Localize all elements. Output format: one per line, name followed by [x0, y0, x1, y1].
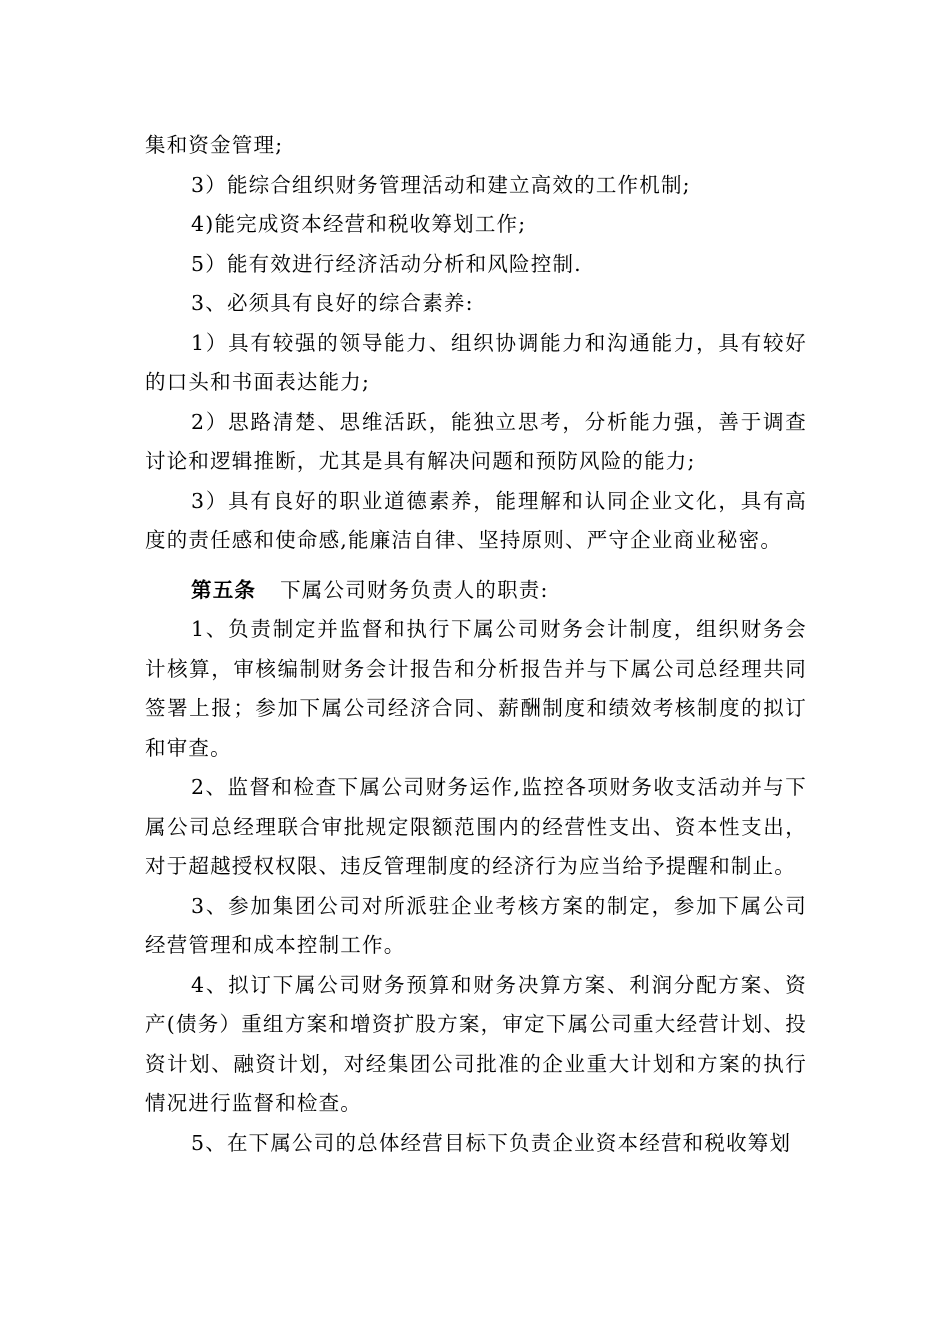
paragraph: 5）能有效进行经济活动分析和风险控制. — [191, 251, 582, 276]
duty-paragraph: 3、参加集团公司对所派驻企业考核方案的制定，参加下属公司经营管理和成本控制工作。 — [145, 893, 807, 957]
paragraph: 集和资金管理; — [145, 133, 284, 157]
duty-paragraph: 2、监督和检查下属公司财务运作,监控各项财务收支活动并与下属公司总经理联合审批规定限额范围内的经营性支出、资本性支出，对于超越授权权限、违反管理制度的经济行为应当给予提醒和制止。 — [145, 775, 807, 878]
article-heading — [145, 571, 807, 611]
paragraph: 1）具有较强的领导能力、组织协调能力和沟通能力，具有较好的口头和书面表达能力; — [145, 330, 807, 394]
article-label: 第五条 — [191, 577, 257, 602]
paragraph: 3）具有良好的职业道德素养，能理解和认同企业文化，具有高度的责任感和使命感,能廉洁自律、坚持原则、严守企业商业秘密。 — [145, 488, 807, 552]
duty-paragraph: 4、拟订下属公司财务预算和财务决算方案、利润分配方案、资产(债务）重组方案和增资扩股方案，审定下属公司重大经营计划、投资计划、融资计划，对经集团公司批准的企业重大计划和方案的执行情况进行监督和检查。 — [145, 972, 807, 1115]
paragraph: 4)能完成资本经营和税收筹划工作; — [191, 212, 527, 236]
duty-paragraph: 1、负责制定并监督和执行下属公司财务会计制度，组织财务会计核算，审核编制财务会计报告和分析报告并与下属公司总经理共同签署上报；参加下属公司经济合同、薪酬制度和绩效考核制度的拟订和审查。 — [145, 617, 807, 760]
duty-paragraph: 5、在下属公司的总体经营目标下负责企业资本经营和税收筹划 — [191, 1130, 792, 1155]
document-page — [145, 126, 807, 1163]
paragraph: 3、必须具有良好的综合素养: — [191, 291, 474, 315]
article-title: 下属公司财务负责人的职责: — [280, 577, 549, 602]
paragraph: 3）能综合组织财务管理活动和建立高效的工作机制; — [191, 172, 691, 197]
paragraph: 2）思路清楚、思维活跃，能独立思考，分析能力强，善于调查讨论和逻辑推断，尤其是具有解决问题和预防风险的能力; — [145, 409, 807, 473]
